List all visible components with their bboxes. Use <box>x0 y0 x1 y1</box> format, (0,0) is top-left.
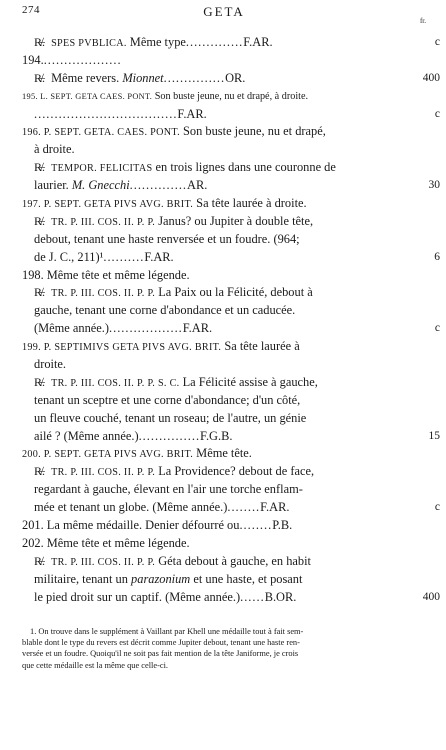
description-text: le pied droit sur un captif. (Même année.) <box>34 589 241 604</box>
italic-reference: M. Gnecchi <box>71 178 130 193</box>
catalogue-entries <box>22 34 440 607</box>
footnote <box>22 626 426 671</box>
description-text: 194. <box>22 52 44 67</box>
metal-grade: F.AR. <box>177 106 207 121</box>
text-line <box>22 141 408 159</box>
italic-reference: parazonium <box>131 571 191 586</box>
text-line <box>22 445 408 463</box>
description-text: Son buste jeune, nu et drapé, à droite. <box>152 90 309 102</box>
footnote-line: que cette médaille est la même que celle-ci. <box>22 660 169 670</box>
description-text: Même type <box>126 35 186 49</box>
description-text: (Même année.) <box>34 321 109 336</box>
text-line <box>22 535 408 553</box>
description-text: un fleuve couché, tenant un roseau; de l'autre, un génie <box>34 410 307 425</box>
metal-grade: F.AR. <box>182 321 213 336</box>
price-value: c <box>434 107 440 120</box>
coin-legend: 199. P. SEPTIMIVS GETA PIVS AVG. BRIT. <box>22 342 222 354</box>
reverse-mark: R̶̸. <box>34 285 46 300</box>
text-line <box>22 177 440 195</box>
text-line <box>22 52 408 70</box>
footnote-line: 1. On trouve dans le supplément à Vaillant par Khell une médaille tout à fait sem- <box>30 627 304 636</box>
text-line <box>22 267 408 285</box>
reverse-mark: R̶̸. <box>34 464 46 479</box>
text-line <box>22 106 440 124</box>
text-line <box>22 213 408 231</box>
leader-dots: ................... <box>43 52 122 67</box>
price-value: 30 <box>428 179 440 192</box>
coin-legend: SPES PVBLICA. <box>51 38 127 49</box>
text-line <box>22 374 408 392</box>
metal-grade: OR. <box>225 70 246 85</box>
description-text: ailé ? (Même année.) <box>34 428 139 443</box>
metal-grade: AR. <box>187 178 208 193</box>
description-text: Même revers. <box>51 70 123 85</box>
description-text: Son buste jeune, nu et drapé, <box>179 124 326 139</box>
text-line <box>22 302 408 320</box>
leader-dots: .............. <box>185 35 244 49</box>
running-title: GETA <box>203 4 245 19</box>
price-value: 400 <box>422 71 440 84</box>
price-value: c <box>434 36 440 48</box>
text-line <box>22 410 408 428</box>
leader-dots: ........ <box>239 518 273 533</box>
coin-legend: TR. P. III. COS. II. P. P. <box>51 556 156 568</box>
text-line <box>22 34 440 52</box>
text-line <box>22 123 408 141</box>
description-text: Sa tête laurée à <box>221 339 300 354</box>
description-text: 198. Même tête et même légende. <box>22 267 190 282</box>
text-line <box>22 284 408 302</box>
text-line <box>22 70 440 88</box>
description-text: en trois lignes dans une couronne de <box>152 160 336 175</box>
italic-reference: Mionnet <box>122 70 164 85</box>
leader-dots: ...... <box>240 589 265 604</box>
text-line <box>22 356 408 374</box>
metal-grade: F.AR. <box>243 35 273 49</box>
description-text: et une haste, et posant <box>190 571 303 586</box>
leader-dots: .............. <box>129 178 188 193</box>
reverse-mark: R̶̸. <box>34 553 46 568</box>
description-text: La Paix ou la Félicité, debout à <box>155 285 313 300</box>
metal-grade: F.AR. <box>260 500 290 515</box>
text-line <box>22 320 440 338</box>
price-value: 6 <box>434 250 440 263</box>
text-line <box>22 338 408 356</box>
description-text: laurier. <box>34 178 72 193</box>
description-text: debout, tenant une haste renversée et un foudre. (964; <box>34 231 300 246</box>
text-line <box>22 231 408 249</box>
description-text: La Providence? debout de face, <box>155 464 315 479</box>
text-line <box>22 428 440 446</box>
coin-legend: TR. P. III. COS. II. P. P. <box>51 288 156 300</box>
leader-dots: .......... <box>103 249 145 264</box>
metal-grade: P.B. <box>272 518 293 533</box>
footnote-line: blable dont le type du revers est décrit comme Jupiter debout, tenant une haste ren- <box>22 638 300 648</box>
text-line <box>22 463 408 481</box>
coin-legend: 197. P. SEPT. GETA PIVS AVG. BRIT. <box>22 199 194 211</box>
reverse-mark: R̶̸. <box>34 70 46 85</box>
price-value: c <box>434 322 440 335</box>
page-header <box>22 4 426 25</box>
coin-legend: TR. P. III. COS. II. P. P. <box>51 467 156 479</box>
text-line <box>22 553 408 571</box>
metal-grade: F.G.B. <box>200 428 233 443</box>
metal-grade: F.AR. <box>144 249 174 264</box>
text-line <box>22 159 408 177</box>
description-text: gauche, tenant une corne d'abondance et un caducée. <box>34 303 296 318</box>
description-text: 202. Même tête et même légende. <box>22 535 190 550</box>
text-line <box>22 195 408 213</box>
description-text: tenant un sceptre et une corne d'abondance; d'un côté, <box>34 392 301 407</box>
reverse-mark: R̶̸. <box>34 213 46 228</box>
coin-legend: TEMPOR. FELICITAS <box>51 163 153 175</box>
leader-dots: .................. <box>109 321 183 336</box>
leader-dots: ................................... <box>34 106 178 121</box>
leader-dots: ............... <box>163 70 226 85</box>
column-heading: fr. <box>419 17 426 25</box>
reverse-mark: R̶̸. <box>34 374 46 389</box>
coin-legend: 195. L. SEPT. GETA CAES. PONT. <box>22 91 153 101</box>
description-text: militaire, tenant un <box>34 571 132 586</box>
leader-dots: ............... <box>138 428 201 443</box>
metal-grade: B.OR. <box>264 589 297 604</box>
coin-legend: TR. P. III. COS. II. P. P. <box>51 216 156 228</box>
reverse-mark: R̶̸. <box>34 35 46 49</box>
text-line <box>22 392 408 410</box>
description-text: Même tête. <box>193 446 252 461</box>
description-text: La Félicité assise à gauche, <box>179 374 318 389</box>
text-line <box>22 571 408 589</box>
description-text: de J. C., 211)¹ <box>34 249 104 264</box>
description-text: droite. <box>34 357 66 372</box>
price-value: 400 <box>422 590 440 603</box>
footnote-line: versée et un foudre. Quoiqu'il ne soit pas fait mention de la tête Janiforme, je crois <box>22 649 299 659</box>
price-value: c <box>434 501 440 514</box>
text-line <box>22 499 440 517</box>
text-line <box>22 88 408 106</box>
description-text: Géta debout à gauche, en habit <box>155 553 311 568</box>
text-line <box>22 249 440 267</box>
leader-dots: ........ <box>227 500 261 515</box>
description-text: Sa tête laurée à droite. <box>193 196 307 211</box>
description-text: Janus? ou Jupiter à double tête, <box>155 213 314 228</box>
page-number: 274 <box>22 4 40 16</box>
coin-legend: 196. P. SEPT. GETA. CAES. PONT. <box>22 127 180 139</box>
coin-legend: TR. P. III. COS. II. P. P. S. C. <box>51 377 180 389</box>
description-text: mée et tenant un globe. (Même année.) <box>34 500 228 515</box>
price-value: 15 <box>428 429 440 442</box>
description-text: 201. La même médaille. Denier défourré ou <box>22 518 240 533</box>
description-text: à droite. <box>34 142 75 157</box>
text-line <box>22 517 408 535</box>
coin-legend: 200. P. SEPT. GETA PIVS AVG. BRIT. <box>22 449 194 461</box>
reverse-mark: R̶̸. <box>34 160 46 175</box>
text-line <box>22 481 408 499</box>
description-text: regardant à gauche, élevant en l'air une torche enflam- <box>34 482 303 497</box>
text-line <box>22 589 440 607</box>
